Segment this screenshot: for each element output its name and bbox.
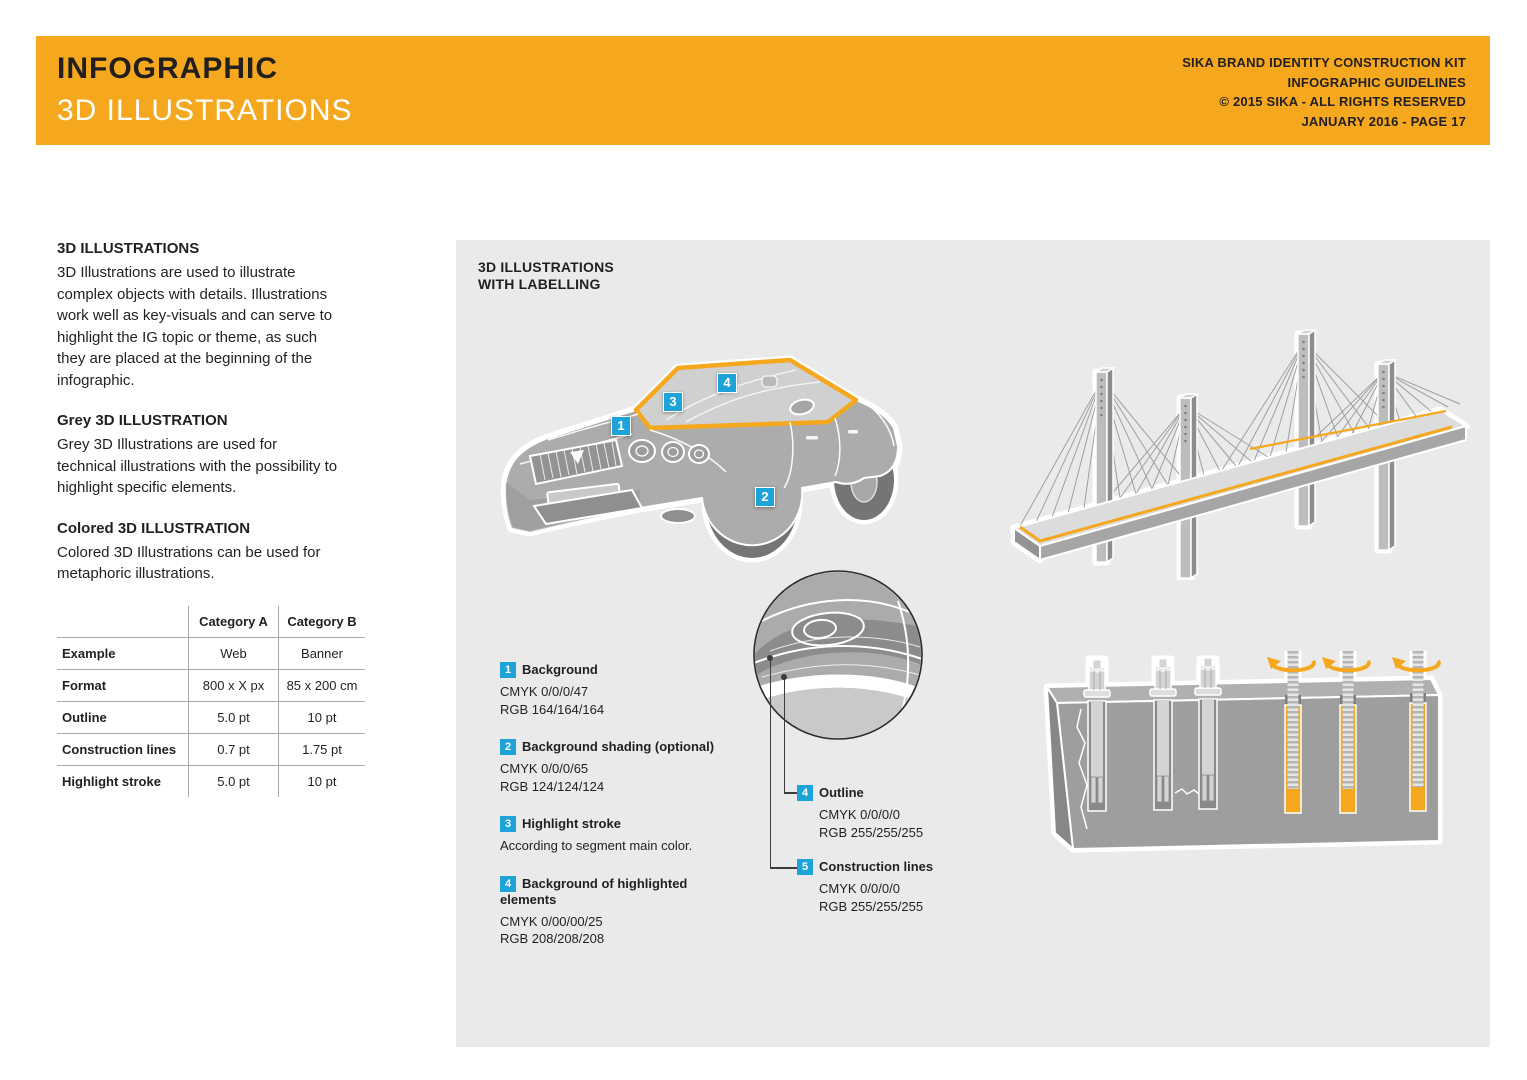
illustration-panel <box>456 240 1490 1047</box>
section-body: Grey 3D Illustrations are used for technical illustrations with the possibility to highlight specific elements. <box>57 436 338 496</box>
meta-line: INFOGRAPHIC GUIDELINES <box>1287 74 1466 90</box>
legend-left <box>500 662 730 969</box>
section-body: Colored 3D Illustrations can be used for metaphoric illustrations. <box>57 543 321 582</box>
legend-badge-3: 3 <box>500 816 516 832</box>
legend-badge-5: 5 <box>797 859 813 875</box>
legend-item-highlight-stroke: 3 Highlight stroke According to segment main color. <box>500 816 693 853</box>
detail-zoom-circle <box>750 567 926 743</box>
page-title: INFOGRAPHIC <box>57 52 278 85</box>
car-label-1: 1 <box>611 416 631 436</box>
legend-badge-4: 4 <box>500 876 516 892</box>
legend-item-background-shading: 2 Background shading (optional) CMYK 0/0/0/65 RGB 124/124/124 <box>500 739 715 794</box>
callout-line <box>770 660 772 868</box>
section-heading: Colored 3D ILLUSTRATION <box>57 519 251 537</box>
bridge-3d-illustration <box>1000 310 1470 580</box>
document-meta <box>1182 53 1466 131</box>
section-heading: 3D ILLUSTRATIONS <box>57 240 200 257</box>
section-body: 3D Illustrations are used to illustrate complex objects with details. Illustrations work well as key-visuals and can serve to highlight the IG topic or theme, as such they are placed at the beginning of the infographic. <box>57 264 333 389</box>
category-spec-table <box>57 606 365 797</box>
car-label-3: 3 <box>663 392 683 412</box>
car-label-2: 2 <box>755 487 775 507</box>
anchors-3d-illustration <box>1035 643 1445 878</box>
callout-line <box>770 867 798 869</box>
table-row: Construction lines 0.7 pt 1.75 pt <box>57 734 365 766</box>
meta-line: © 2015 SIKA - ALL RIGHTS RESERVED <box>1219 94 1466 109</box>
intro-text-column <box>57 240 339 606</box>
column-header: Category B <box>279 606 366 638</box>
legend-item-background: 1 Background CMYK 0/0/0/47 RGB 164/164/164 <box>500 662 605 717</box>
table-row: Outline 5.0 pt 10 pt <box>57 702 365 734</box>
callout-line <box>784 679 786 793</box>
legend-badge-2: 2 <box>500 739 516 755</box>
legend-item-outline: 4 Outline CMYK 0/0/0/0 RGB 255/255/255 <box>797 785 977 841</box>
car-door-handle <box>806 436 818 440</box>
legend-right <box>797 785 977 936</box>
panel-title: 3D ILLUSTRATIONS WITH LABELLING <box>478 259 614 292</box>
meta-line: JANUARY 2016 - PAGE 17 <box>1301 113 1466 129</box>
table-row: Format 800 x X px 85 x 200 cm <box>57 670 365 702</box>
column-header: Category A <box>189 606 279 638</box>
table-row: Highlight stroke 5.0 pt 10 pt <box>57 766 365 798</box>
chemical-anchors <box>1267 651 1439 813</box>
legend-badge-4b: 4 <box>797 785 813 801</box>
car-door-handle <box>848 430 858 434</box>
table-header-row <box>57 606 365 638</box>
legend-item-construction-lines: 5 Construction lines CMYK 0/0/0/0 RGB 255/255/255 <box>797 859 977 915</box>
car-3d-illustration <box>490 330 920 580</box>
legend-item-highlighted-bg: 4 Background of highlighted elements CMYK 0/00/00/25 RGB 208/208/208 <box>500 875 688 946</box>
legend-badge-1: 1 <box>500 662 516 678</box>
callout-line <box>784 792 798 794</box>
header-band <box>36 36 1490 145</box>
car-fog-light <box>661 509 695 523</box>
section-heading: Grey 3D ILLUSTRATION <box>57 412 228 429</box>
table-row: Example Web Banner <box>57 638 365 670</box>
table-corner-cell <box>57 606 189 638</box>
meta-line: SIKA BRAND IDENTITY CONSTRUCTION KIT <box>1182 55 1466 70</box>
car-label-4: 4 <box>717 373 737 393</box>
page-subtitle: 3D ILLUSTRATIONS <box>57 94 353 127</box>
